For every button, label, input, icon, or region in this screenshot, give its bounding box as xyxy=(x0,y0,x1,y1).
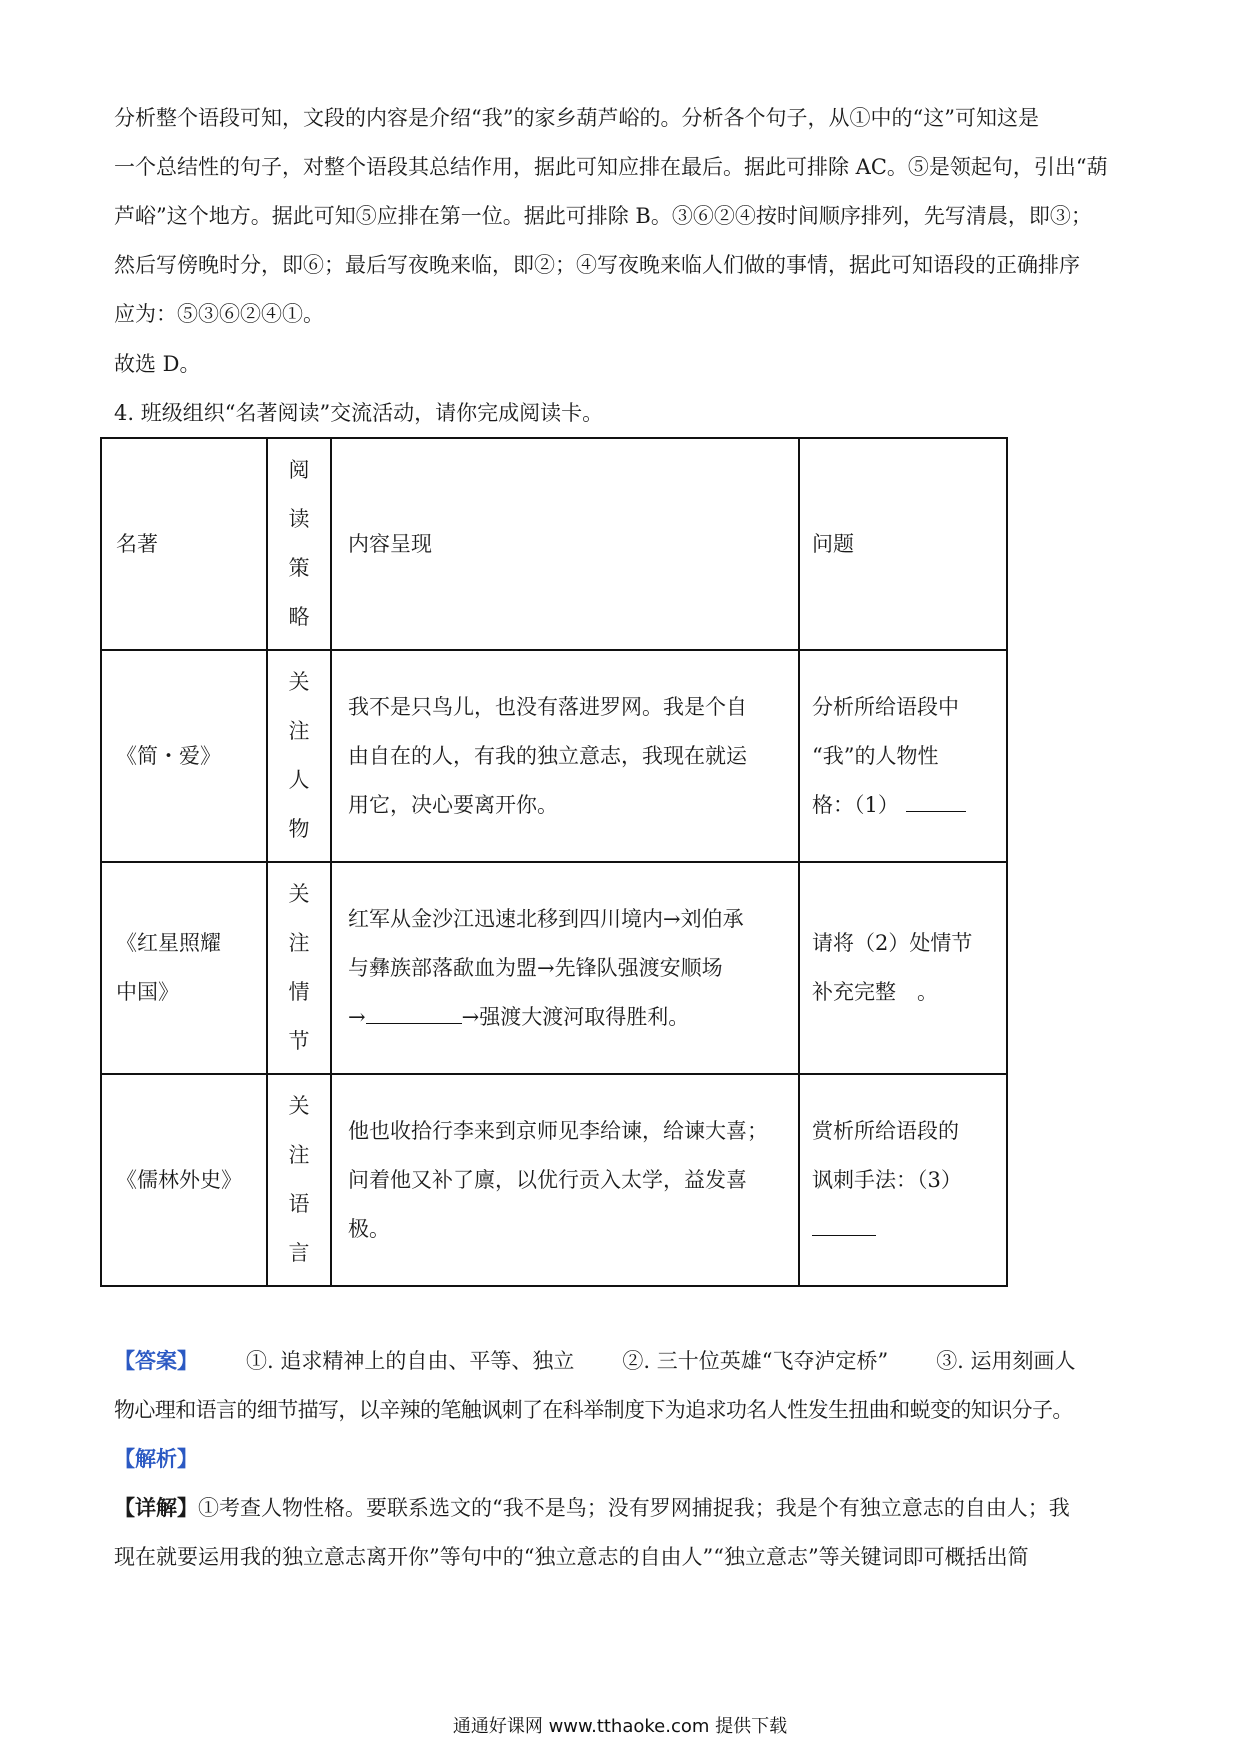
table-row xyxy=(101,862,1007,1074)
question-text: 请将（2）处情节 补充完整 。 xyxy=(799,862,1007,1074)
answer-item-2: ②. 三十位英雄“飞夺泸定桥” xyxy=(622,1349,889,1373)
footer-text: 通通好课网 www.tthaoke.com 提供下载 xyxy=(452,1716,788,1737)
table-row xyxy=(101,1074,1007,1286)
table-row xyxy=(101,650,1007,862)
work-title: 《简・爱》 xyxy=(101,650,267,862)
answer-item-3: ③. 运用刻画人 xyxy=(936,1349,1076,1373)
strategy: 关注情节 xyxy=(267,862,331,1074)
analysis-tag: 【解析】 xyxy=(114,1446,198,1471)
detail-line-2: 现在就要运用我的独立意志离开你”等句中的“独立意志的自由人”“独立意志”等关键词即可概括出简 xyxy=(114,1545,1029,1569)
header-question: 问题 xyxy=(799,438,1007,650)
answer-item-1: ①. 追求精神上的自由、平等、独立 xyxy=(246,1349,575,1373)
table-header-row xyxy=(101,438,1007,650)
content-text: 红军从金沙江迅速北移到四川境内→刘伯承 与彝族部落歃血为盟→先锋队强渡安顺场 → →强渡大渡河取得胜利。 xyxy=(331,862,799,1074)
analysis-line: 应为：⑤③⑥②④①。 xyxy=(114,302,324,326)
work-title: 《红星照耀 中国》 xyxy=(101,862,267,1074)
header-content: 内容呈现 xyxy=(331,438,799,650)
detail-tag: 【详解】 xyxy=(114,1495,198,1520)
header-strategy: 阅读策略 xyxy=(267,438,331,650)
answer-blank[interactable] xyxy=(366,1001,462,1024)
analysis-line: 芦峪”这个地方。据此可知⑤应排在第一位。据此可排除 B。③⑥②④按时间顺序排列，先写清晨，即③； xyxy=(114,204,1092,228)
answer-section xyxy=(114,1336,1144,1435)
answer-choice: 故选 D。 xyxy=(114,352,201,376)
content-text: 我不是只鸟儿，也没有落进罗网。我是个自 由自在的人，有我的独立意志，我现在就运 用它，决心要离开你。 xyxy=(331,650,799,862)
answer-blank[interactable] xyxy=(812,1213,876,1236)
work-title: 《儒林外史》 xyxy=(101,1074,267,1286)
detail-line-1: ①考查人物性格。要联系选文的“我不是鸟；没有罗网捕捉我；我是个有独立意志的自由人；我 xyxy=(198,1496,1070,1520)
reading-card-table xyxy=(100,437,1008,1287)
content-text: 他也收拾行李来到京师见李给谏，给谏大喜； 问着他又补了廪，以优行贡入太学，益发喜 极。 xyxy=(331,1074,799,1286)
answer-tag: 【答案】 xyxy=(114,1348,198,1373)
analysis-paragraph xyxy=(114,94,1144,339)
analysis-line: 然后写傍晚时分，即⑥；最后写夜晚来临，即②；④写夜晚来临人们做的事情，据此可知语段的正确排序 xyxy=(114,253,1080,277)
strategy: 关注人物 xyxy=(267,650,331,862)
analysis-line: 分析整个语段可知，文段的内容是介绍“我”的家乡葫芦峪的。分析各个句子，从①中的“这”可知这是 xyxy=(114,106,1039,130)
analysis-line: 一个总结性的句子，对整个语段其总结作用，据此可知应排在最后。据此可排除 AC。⑤是领起句，引出“葫 xyxy=(114,155,1108,179)
question-text: 分析所给语段中 “我”的人物性 格：（1） xyxy=(799,650,1007,862)
strategy: 关注语言 xyxy=(267,1074,331,1286)
answer-blank[interactable] xyxy=(906,789,966,812)
question-text: 赏析所给语段的 讽刺手法：（3） xyxy=(799,1074,1007,1286)
answer-line-2: 物心理和语言的细节描写，以辛辣的笔触讽刺了在科举制度下为追求功名人性发生扭曲和蜕变的知识分子。 xyxy=(114,1398,1073,1422)
detail-section xyxy=(114,1483,1144,1582)
question-4: 4. 班级组织“名著阅读”交流活动，请你完成阅读卡。 xyxy=(114,401,604,425)
header-work: 名著 xyxy=(101,438,267,650)
